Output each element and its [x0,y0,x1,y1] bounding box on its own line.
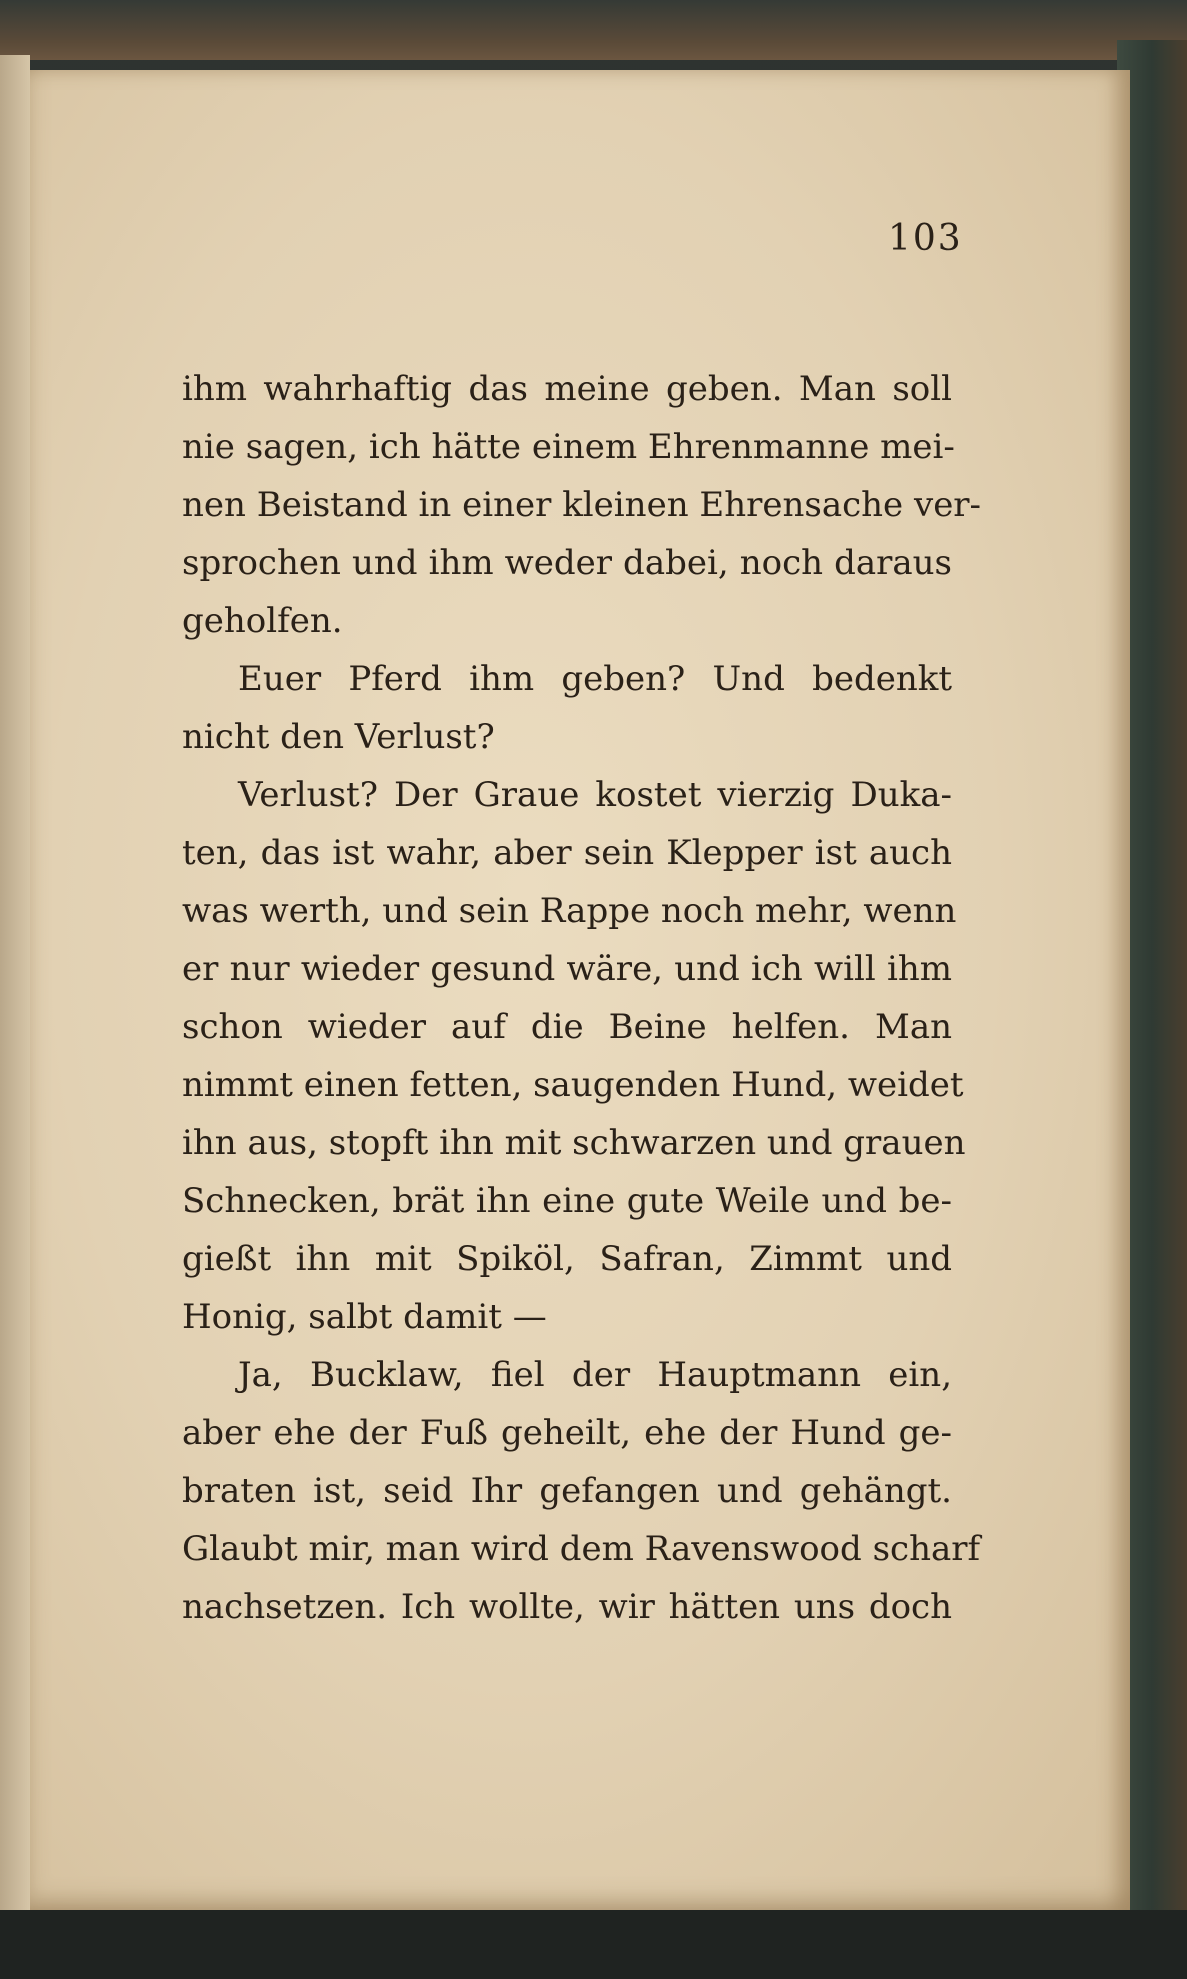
text-line: ten, das ist wahr, aber sein Klepper ist auch [182,833,952,873]
text-line: Honig, salbt damit — [182,1297,547,1337]
text-line: er nur wieder gesund wäre, und ich will ihm [182,949,952,989]
facing-page-edge [0,55,30,1925]
page [30,70,1130,1910]
page-number: 103 [888,218,963,259]
book-binding-top [0,0,1187,60]
text-line: ihm wahrhaftig das meine geben. Man soll [182,369,952,409]
paragraph [182,360,982,650]
text-line: Euer Pferd ihm geben? Und bedenkt [238,659,952,699]
text-line: sprochen und ihm weder dabei, noch daraus [182,543,952,583]
book-binding-bottom [0,1910,1187,1979]
text-line: nicht den Verlust? [182,717,495,757]
text-line: gießt ihn mit Spiköl, Safran, Zimmt und [182,1239,952,1279]
text-line: braten ist, seid Ihr gefangen und gehängt. [182,1471,952,1511]
text-line: Verlust? Der Graue kostet vierzig Duka- [238,775,952,815]
text-line: geholfen. [182,601,343,641]
paragraph [182,766,966,1346]
text-line: nen Beistand in einer kleinen Ehrensache ver- [182,485,982,525]
paragraph [182,650,952,766]
text-line: aber ehe der Fuß geheilt, ehe der Hund ge- [182,1413,952,1453]
text-line: Ja, Bucklaw, fiel der Hauptmann ein, [238,1355,952,1395]
body-text [182,360,982,1636]
text-line: nachsetzen. Ich wollte, wir hätten uns doch [182,1587,952,1627]
text-line: was werth, und sein Rappe noch mehr, wenn [182,891,957,931]
text-line: schon wieder auf die Beine helfen. Man [182,1007,952,1047]
text-line: ihn aus, stopft ihn mit schwarzen und grauen [182,1123,966,1163]
text-line: nie sagen, ich hätte einem Ehrenmanne mei- [182,427,955,467]
text-line: nimmt einen fetten, saugenden Hund, weidet [182,1065,964,1105]
text-line: Schnecken, brät ihn eine gute Weile und be- [182,1181,952,1221]
text-line: Glaubt mir, man wird dem Ravenswood scharf [182,1529,981,1569]
paragraph [182,1346,981,1636]
